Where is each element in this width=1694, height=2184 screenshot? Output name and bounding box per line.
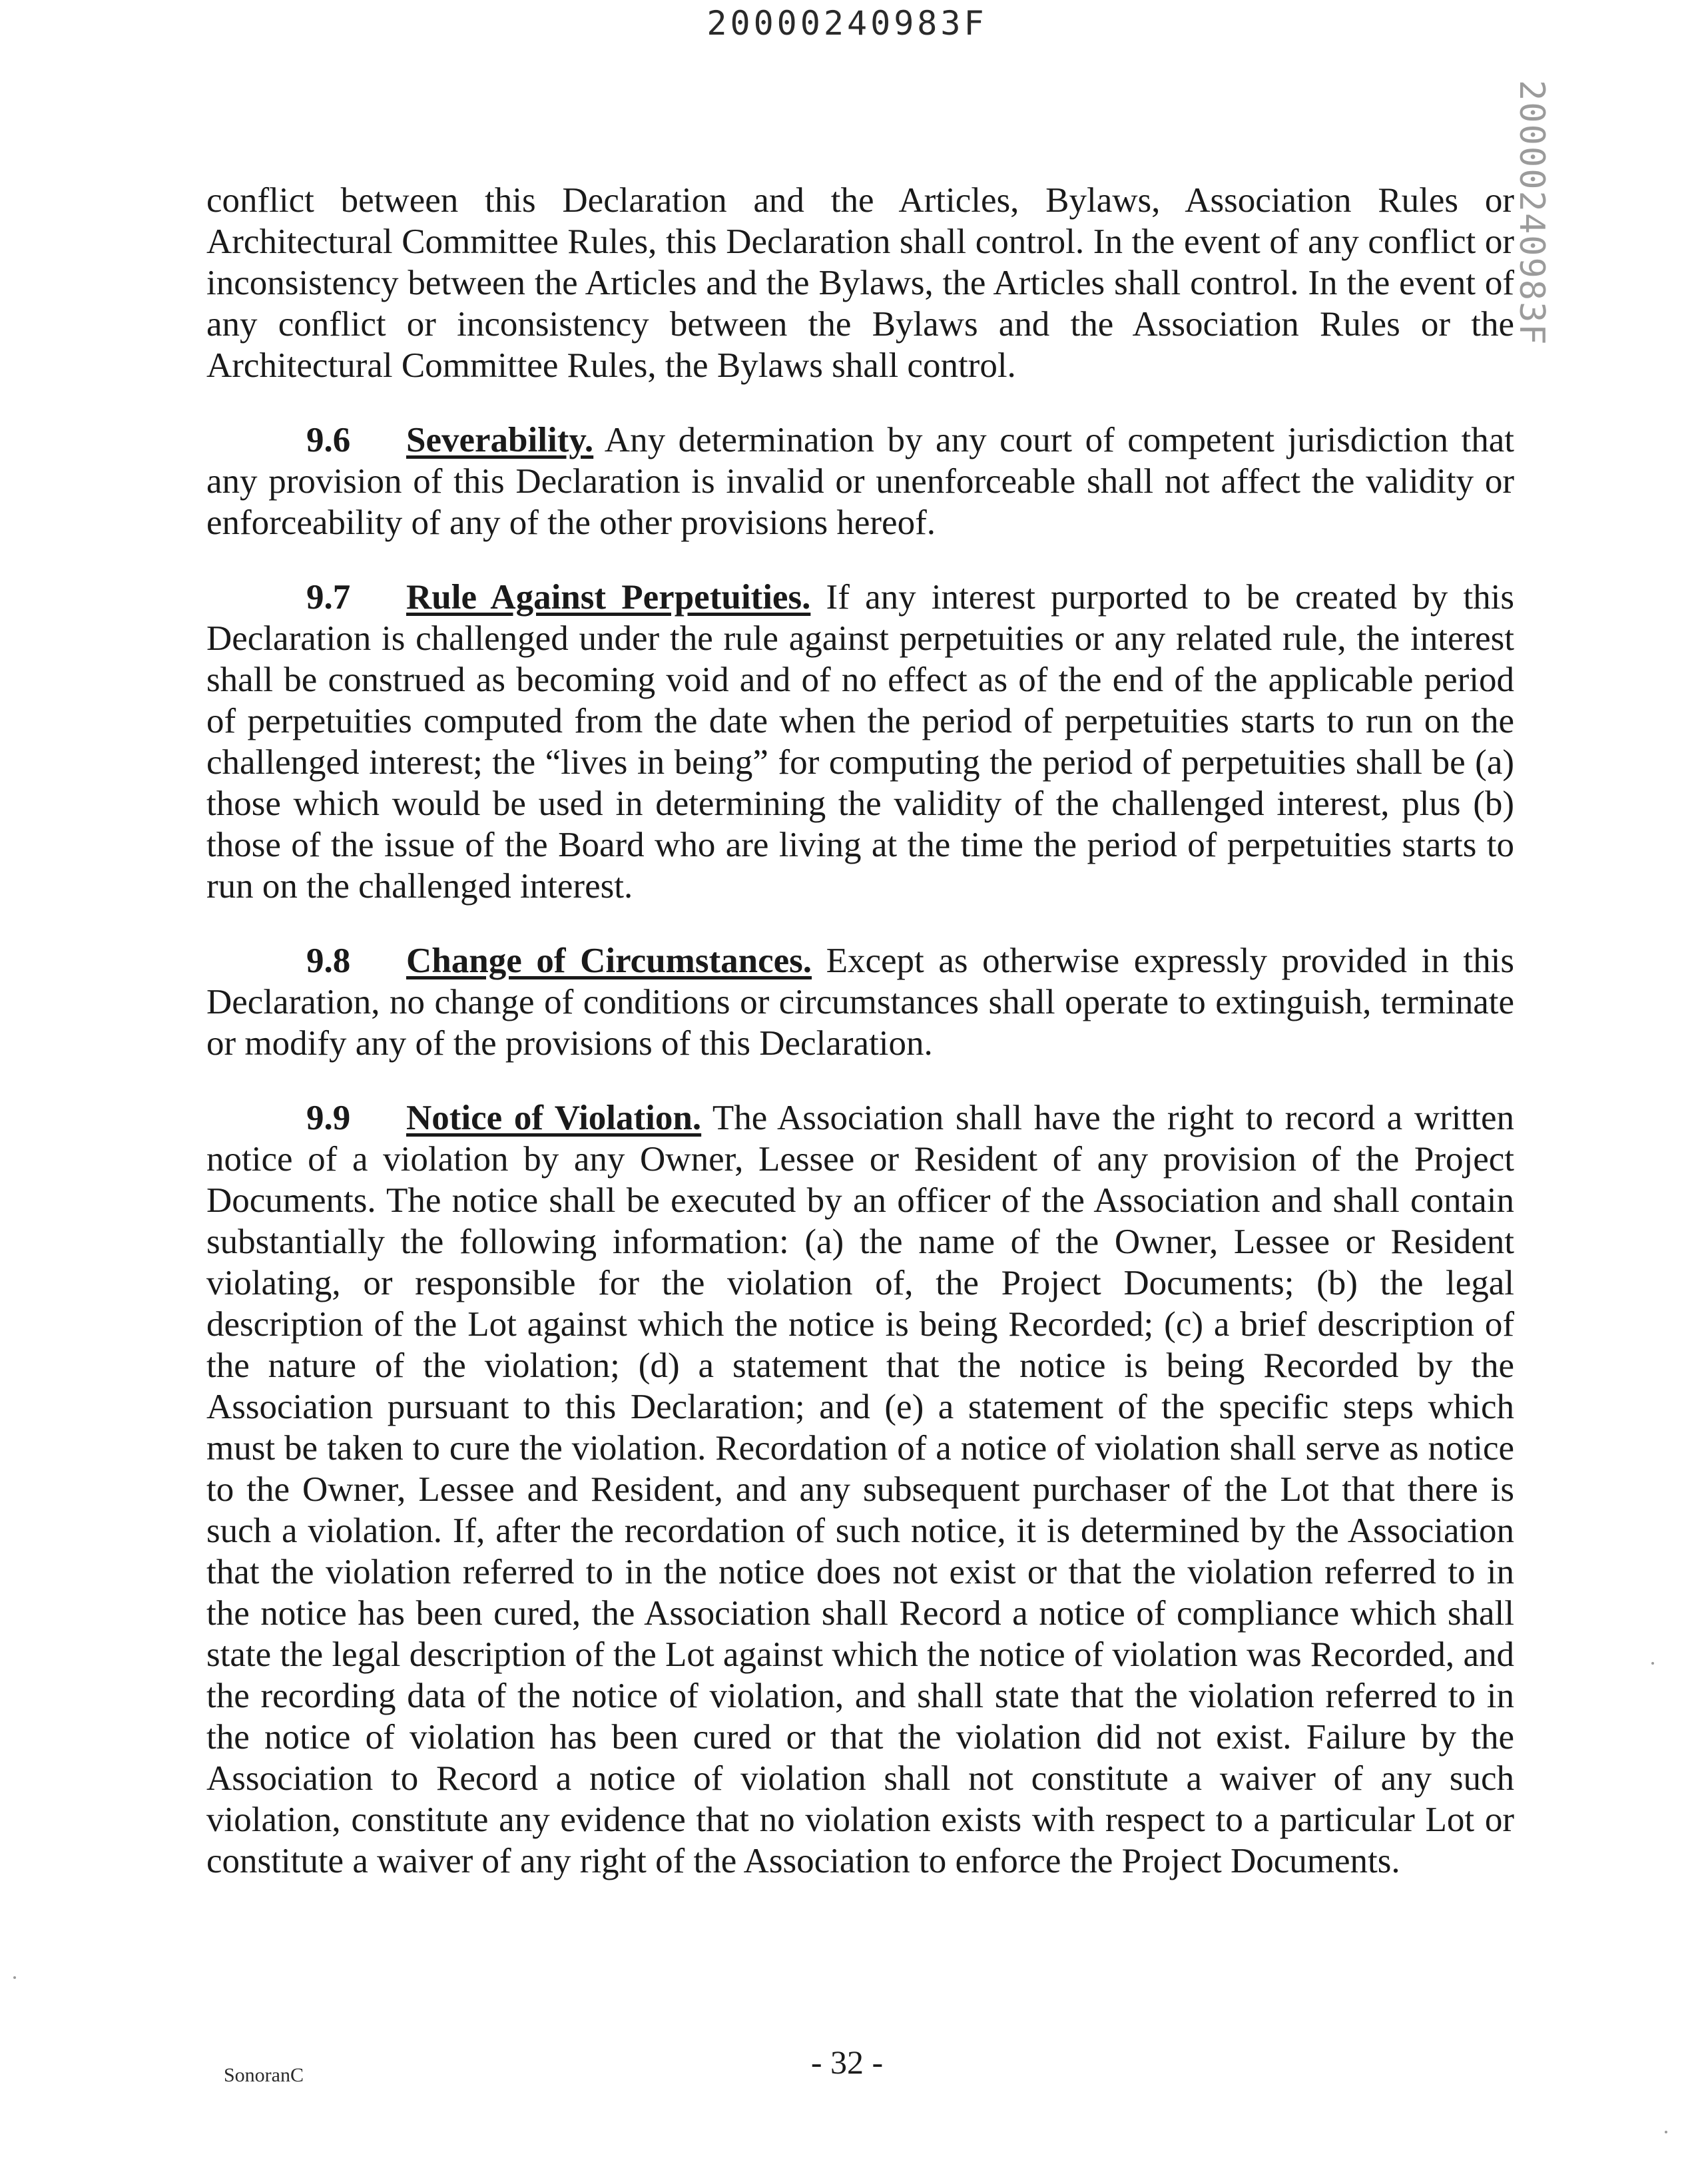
document-number-header: 20000240983F [706, 4, 988, 43]
footer-document-label: SonoranC [224, 2064, 304, 2086]
section-title: Rule Against Perpetuities. [406, 578, 811, 617]
section-title: Notice of Violation. [406, 1099, 702, 1137]
section-number: 9.6 [306, 421, 351, 459]
scan-speck [1665, 2131, 1667, 2133]
section-9-9 [206, 1097, 1514, 1882]
scan-speck [13, 1976, 16, 1979]
section-text: If any interest purported to be created by this Declaration is challenged under the rule against perpetuities or any related rule, the interest shall be construed as becoming void and of no effect as of the end of the applicable period of perpetuities computed from the date when the period of perpetuities starts to run on the challenged interest; the “lives in being” for computing the period of perpetuities shall be (a) those which would be used in determining the validity of the challenged interest, plus (b) those of the issue of the Board who are living at the time the period of perpetuities starts to run on the challenged interest. [206, 578, 1514, 906]
section-9-7 [206, 577, 1514, 907]
section-number: 9.9 [306, 1099, 351, 1137]
section-9-8 [206, 940, 1514, 1064]
section-text: Except as otherwise expressly provided in this Declaration, no change of conditions or circumstances shall operate to extinguish, terminate or modify any of the provisions of this Declaration. [206, 942, 1514, 1063]
section-9-6 [206, 419, 1514, 543]
intro-paragraph: conflict between this Declaration and the Articles, Bylaws, Association Rules or Architectural Committee Rules, this Declaration shall control. In the event of any conflict or inconsistency between the Articles and the Bylaws, the Articles shall control. In the event of any conflict or inconsistency between the Bylaws and the Association Rules or the Architectural Committee Rules, the Bylaws shall control. [206, 181, 1514, 385]
section-number: 9.7 [306, 578, 351, 617]
scan-speck [1651, 1662, 1654, 1665]
section-title: Severability. [406, 421, 594, 459]
document-body [206, 180, 1514, 1915]
section-text: Any determination by any court of competent jurisdiction that any provision of this Declaration is invalid or unenforceable shall not affect the validity or enforceability of any of the other provisions hereof. [206, 421, 1514, 542]
section-title: Change of Circumstances. [406, 942, 812, 980]
footer-page-number: - 32 - [810, 2044, 884, 2081]
section-number: 9.8 [306, 942, 351, 980]
section-text: The Association shall have the right to record a written notice of a violation by any Owner, Lessee or Resident of any provision of the Project Documents. The notice shall be executed by an officer of the Association and shall contain substantially the following information: (a) the name of the Owner, Lessee or Resident violating, or responsible for the violation of, the Project Documents; (b) the legal description of the Lot against which the notice is being Recorded; (c) a brief description of the nature of the violation; (d) a statement that the notice is being Recorded by the Association pursuant to this Declaration; and (e) a statement of the specific steps which must be taken to cure the violation. Recordation of a notice of violation shall serve as notice to the Owner, Lessee and Resident, and any subsequent purchaser of the Lot that there is such a violation. If, after the recordation of such notice, it is determined by the Association that the violation referred to in the notice does not exist or that the violation referred to in the notice has been cured, the Association shall Record a notice of compliance which shall state the legal description of the Lot against which the notice of violation was Recorded, and the recording data of the notice of violation, and shall state that the violation referred to in the notice of violation has been cured or that the violation did not exist. Failure by the Association to Record a notice of violation shall not constitute a waiver of any such violation, constitute any evidence that no violation exists with respect to a particular Lot or constitute a waiver of any right of the Association to enforce the Project Documents. [206, 1099, 1515, 1880]
side-recording-stamp: 20000240983F [1512, 80, 1552, 346]
